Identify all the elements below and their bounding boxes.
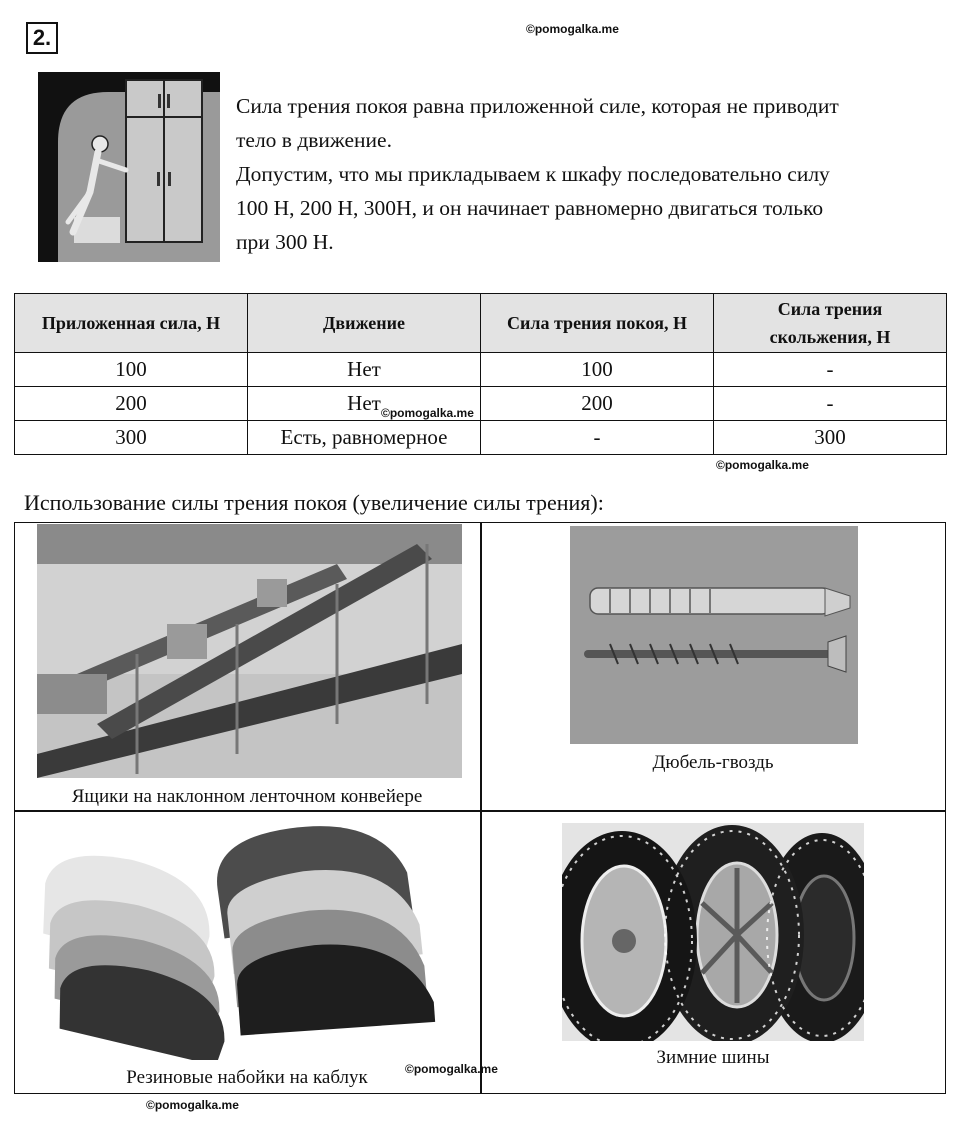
intro-line-2: тело в движение. bbox=[236, 128, 392, 152]
intro-line-5: при 300 Н. bbox=[236, 230, 334, 254]
header-motion: Движение bbox=[248, 294, 481, 353]
table-cell: 100 bbox=[481, 353, 714, 387]
header-sliding-friction: Сила трения скольжения, Н bbox=[714, 294, 947, 353]
heel-pads-photo bbox=[38, 815, 458, 1060]
table-cell: 300 bbox=[714, 421, 947, 455]
dowel-nail-photo bbox=[570, 526, 858, 744]
watermark-grid: ©pomogalka.me bbox=[405, 1062, 498, 1076]
table-row bbox=[15, 353, 947, 387]
friction-table bbox=[14, 293, 947, 455]
table-cell: Нет bbox=[248, 387, 481, 421]
grid-divider-vertical bbox=[480, 522, 482, 1094]
watermark-bottom: ©pomogalka.me bbox=[146, 1098, 239, 1112]
intro-line-4: 100 Н, 200 Н, 300Н, и он начинает равномерно двигаться только bbox=[236, 196, 824, 220]
wardrobe-push-illustration bbox=[38, 72, 220, 262]
caption-winter-tires: Зимние шины bbox=[656, 1047, 770, 1068]
table-cell: 300 bbox=[15, 421, 248, 455]
task-number: 2. bbox=[26, 22, 58, 54]
caption-conveyor: Ящики на наклонном ленточном конвейере bbox=[71, 786, 423, 807]
table-cell: 200 bbox=[15, 387, 248, 421]
table-row bbox=[15, 421, 947, 455]
usage-heading: Использование силы трения покоя (увеличение силы трения): bbox=[24, 490, 604, 515]
intro-line-1: Сила трения покоя равна приложенной силе, которая не приводит bbox=[236, 94, 839, 118]
intro-line-3: Допустим, что мы прикладываем к шкафу последовательно силу bbox=[236, 162, 830, 186]
watermark-table: ©pomogalka.me bbox=[381, 406, 474, 420]
table-cell: - bbox=[714, 353, 947, 387]
winter-tires-photo bbox=[562, 823, 864, 1041]
watermark-below-table: ©pomogalka.me bbox=[716, 458, 809, 472]
conveyor-photo bbox=[37, 524, 462, 778]
table-cell: 100 bbox=[15, 353, 248, 387]
table-cell: 200 bbox=[481, 387, 714, 421]
table-header-row bbox=[15, 294, 947, 353]
caption-dowel-nail: Дюбель-гвоздь bbox=[652, 752, 774, 773]
table-cell: Нет bbox=[248, 353, 481, 387]
header-applied-force: Приложенная сила, Н bbox=[15, 294, 248, 353]
table-cell: - bbox=[481, 421, 714, 455]
table-row bbox=[15, 387, 947, 421]
header-static-friction: Сила трения покоя, Н bbox=[481, 294, 714, 353]
table-cell: - bbox=[714, 387, 947, 421]
watermark-top: ©pomogalka.me bbox=[526, 22, 619, 36]
grid-divider-horizontal bbox=[14, 810, 946, 812]
table-cell: Есть, равномерное bbox=[248, 421, 481, 455]
caption-heel-pads: Резиновые набойки на каблук bbox=[126, 1067, 368, 1088]
